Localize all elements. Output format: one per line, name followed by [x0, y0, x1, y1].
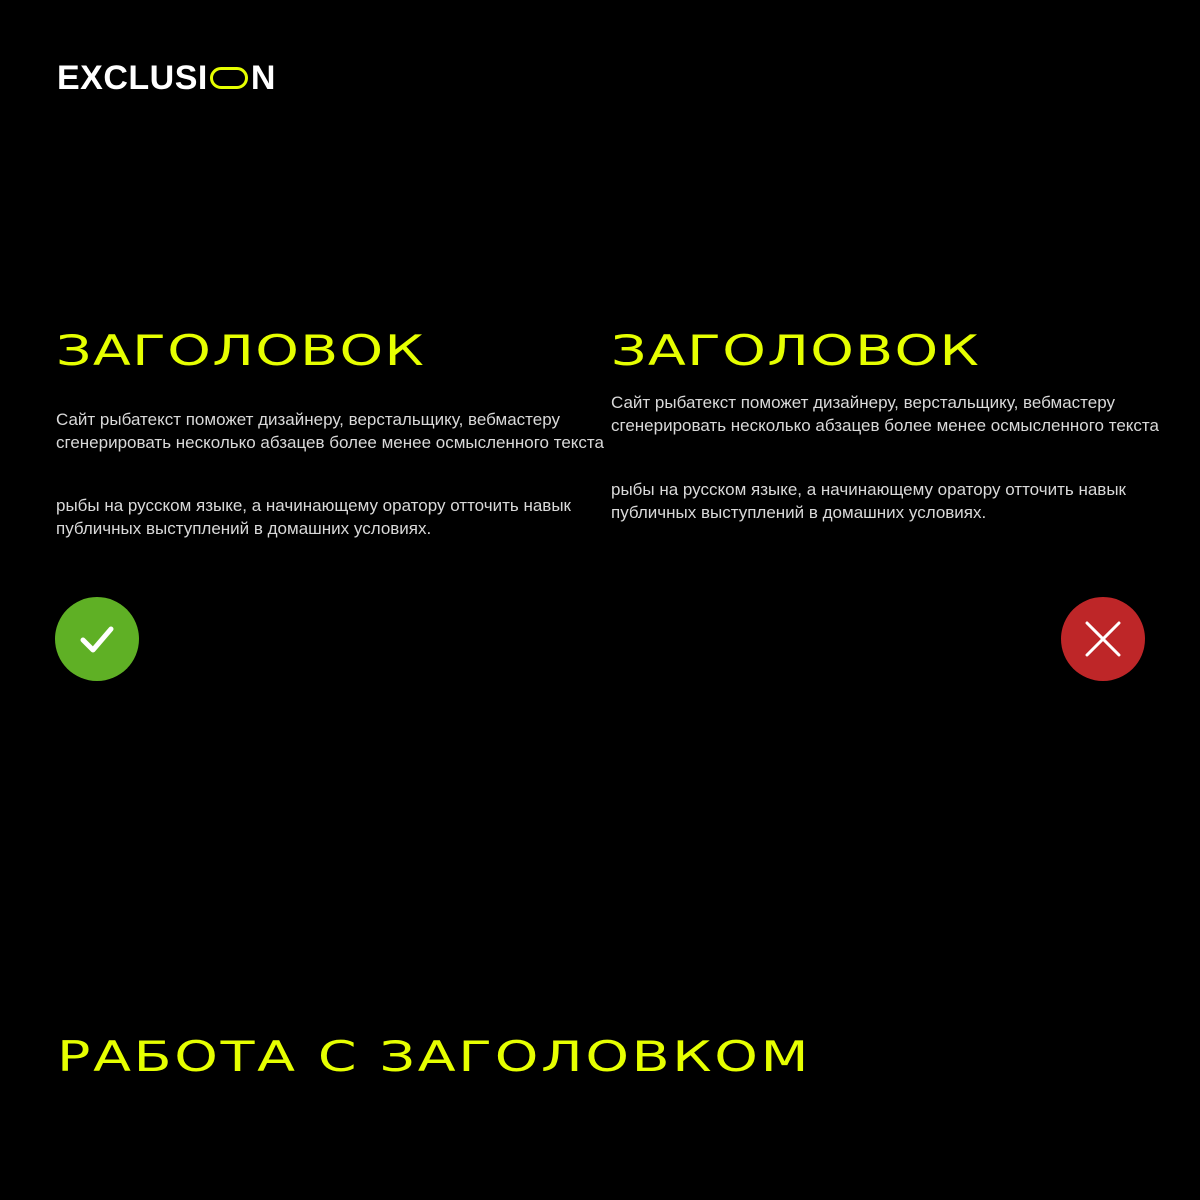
correct-badge: [55, 597, 139, 681]
cross-icon: [1083, 619, 1123, 659]
logo-text-end: N: [250, 58, 276, 97]
logo-o-ring-icon: [210, 67, 248, 89]
right-heading: ЗАГОЛОВОК: [611, 326, 981, 375]
incorrect-badge: [1061, 597, 1145, 681]
left-paragraph-1: Сайт рыбатекст поможет дизайнеру, верстальщику, вебмастеру сгенерировать несколько абзацев более менее осмысленного текста: [56, 410, 604, 452]
logo-text-start: EXCLUSI: [57, 58, 208, 97]
footer-title: РАБОТА С ЗАГОЛОВКОМ: [57, 1032, 812, 1081]
right-paragraph-1: Сайт рыбатекст поможет дизайнеру, верстальщику, вебмастеру сгенерировать несколько абзацев более менее осмысленного текста: [611, 393, 1159, 435]
brand-logo: [57, 58, 276, 98]
check-icon: [77, 619, 117, 659]
left-heading: ЗАГОЛОВОК: [56, 326, 426, 375]
left-paragraph-2: рыбы на русском языке, а начинающему оратору отточить навык публичных выступлений в домашних условиях.: [56, 496, 571, 538]
right-paragraph-2: рыбы на русском языке, а начинающему оратору отточить навык публичных выступлений в домашних условиях.: [611, 480, 1126, 522]
